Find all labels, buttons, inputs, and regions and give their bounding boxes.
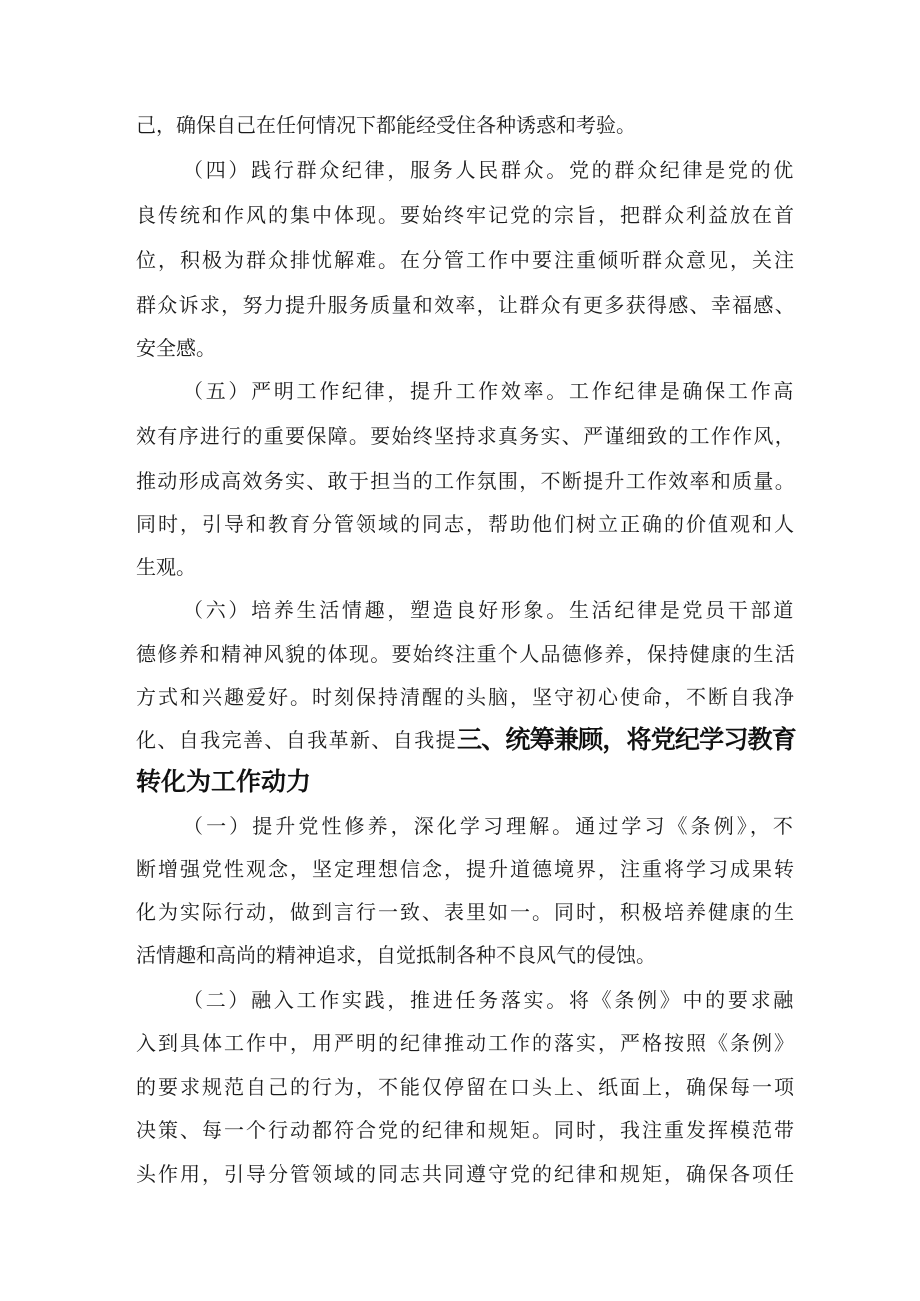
section-3-heading-continuation-line: [0, 760, 920, 804]
text-line-content: 效有序进行的重要保障。要始终坚持求真务实、严谨细致的工作作风，: [136, 424, 796, 448]
text-line-content: 群众诉求，努力提升服务质量和效率，让群众有更多获得感、幸福感、: [136, 293, 796, 317]
text-line: [0, 283, 920, 327]
text-line-content: 化为实际行动，做到言行一致、表里如一。同时，积极培养健康的生: [136, 900, 796, 924]
text-line-content: 方式和兴趣爱好。时刻保持清醒的头脑，坚守初心使命，不断自我净: [136, 685, 796, 709]
text-line: [0, 326, 920, 370]
text-line: [0, 933, 920, 977]
paragraph-1-heading-line: [0, 804, 920, 848]
text-line-content: 良传统和作风的集中体现。要始终牢记党的宗旨，把群众利益放在首: [136, 203, 796, 227]
text-line: [0, 675, 920, 719]
text-line: [0, 545, 920, 589]
section-3-heading-continuation: 转化为工作动力: [136, 767, 312, 796]
paragraph-2-heading-line: [0, 978, 920, 1022]
text-line-content: 入到具体工作中，用严明的纪律推动工作的落实，严格按照《条例》: [136, 1031, 796, 1055]
text-line: [0, 1152, 920, 1196]
paragraph-6-heading-line: [0, 588, 920, 632]
text-line: [0, 890, 920, 934]
text-line: [0, 502, 920, 546]
text-line: [0, 459, 920, 503]
text-line-content: 推动形成高效务实、敢于担当的工作氛围，不断提升工作效率和质量。: [136, 469, 796, 493]
text-line-content: （六）培养生活情趣，塑造良好形象。生活纪律是党员干部道: [183, 598, 796, 622]
text-line-content: 同时，引导和教育分管领域的同志，帮助他们树立正确的价值观和人: [136, 512, 796, 536]
text-line-content: 活情趣和高尚的精神追求，自觉抵制各种不良风气的侵蚀。: [136, 943, 656, 967]
text-line-content: 的要求规范自己的行为，不能仅停留在口头上、纸面上，确保每一项: [136, 1075, 796, 1099]
text-line-content: （四）践行群众纪律，服务人民群众。党的群众纪律是党的优: [183, 158, 796, 182]
text-line-content: （二）融入工作实践，推进任务落实。将《条例》中的要求融: [183, 988, 796, 1012]
paragraph-4-heading-line: [0, 148, 920, 192]
text-line-content: 生观。: [136, 555, 196, 579]
text-line-content: 安全感。: [136, 336, 216, 360]
text-line-content: 头作用，引导分管领域的同志共同遵守党的纪律和规矩，确保各项任: [136, 1162, 796, 1186]
text-line: [0, 193, 920, 237]
text-line-content: （一）提升党性修养，深化学习理解。通过学习《条例》，不: [183, 814, 796, 838]
text-line-content: （五）严明工作纪律，提升工作效率。工作纪律是确保工作高: [183, 379, 796, 403]
text-line: [0, 847, 920, 891]
text-line-content: 位，积极为群众排忧解难。在分管工作中要注重倾听群众意见，关注: [136, 248, 796, 272]
text-line-content: 化、自我完善、自我革新、自我提: [136, 728, 457, 752]
text-line: [0, 1108, 920, 1152]
text-line: [0, 1065, 920, 1109]
text-line-with-overlapping-heading: [0, 718, 920, 762]
paragraph-5-heading-line: [0, 369, 920, 413]
text-line: [0, 238, 920, 282]
text-line: [0, 103, 920, 147]
text-line: [0, 414, 920, 458]
text-line-content: 决策、每一个行动都符合党的纪律和规矩。同时，我注重发挥模范带: [136, 1118, 796, 1142]
section-3-heading: 三、统筹兼顾，将党纪学习教育: [457, 725, 796, 754]
text-line: [0, 632, 920, 676]
text-line-content: 断增强党性观念，坚定理想信念，提升道德境界，注重将学习成果转: [136, 857, 796, 881]
text-line-content: 己，确保自己在任何情况下都能经受住各种诱惑和考验。: [136, 113, 636, 137]
text-line: [0, 1021, 920, 1065]
text-line-content: 德修养和精神风貌的体现。要始终注重个人品德修养，保持健康的生活: [136, 642, 796, 666]
